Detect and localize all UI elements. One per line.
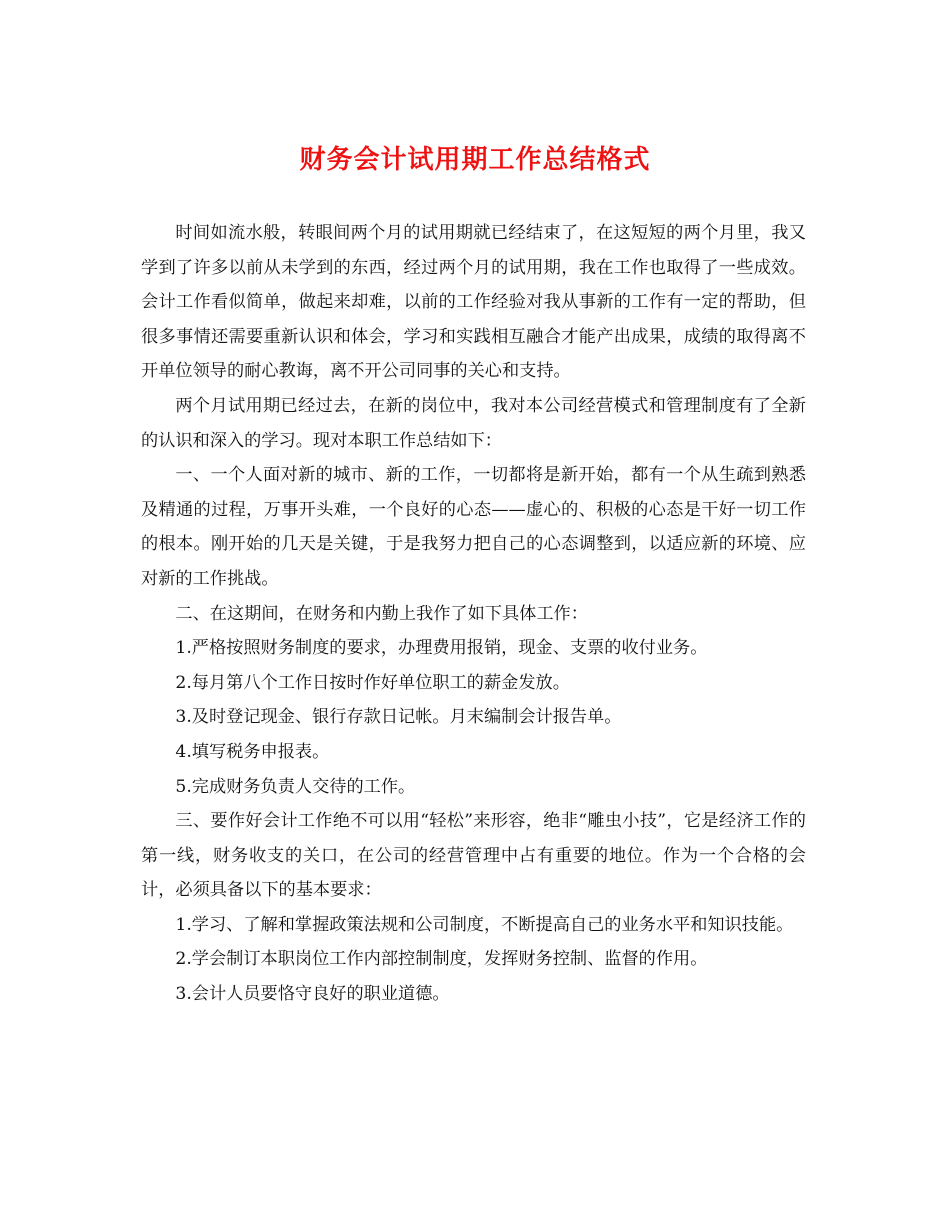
paragraph: 一、一个人面对新的城市、新的工作，一切都将是新开始，都有一个从生疏到熟悉及精通的过程，万事开头难，一个良好的心态——虚心的、积极的心态是干好一切工作的根本。刚开始的几天是关键，于是我努力把自己的心态调整到，以适应新的环境、应对新的工作挑战。 — [141, 465, 806, 589]
document-body — [141, 216, 806, 1012]
paragraph: 时间如流水般，转眼间两个月的试用期就已经结束了，在这短短的两个月里，我又学到了许多以前从未学到的东西，经过两个月的试用期，我在工作也取得了一些成效。会计工作看似简单，做起来却难，以前的工作经验对我从事新的工作有一定的帮助，但很多事情还需要重新认识和体会，学习和实践相互融合才能产出成果，成绩的取得离不开单位领导的耐心教诲，离不开公司同事的关心和支持。 — [141, 223, 806, 382]
list-item: 1.严格按照财务制度的要求，办理费用报销，现金、支票的收付业务。 — [175, 638, 708, 659]
list-item: 1.学习、了解和掌握政策法规和公司制度，不断提高自己的业务水平和知识技能。 — [175, 914, 794, 935]
paragraph: 三、要作好会计工作绝不可以用“轻松”来形容，绝非“雕虫小技”，它是经济工作的第一线，财务收支的关口，在公司的经营管理中占有重要的地位。作为一个合格的会计，必须具备以下的基本要求： — [141, 811, 806, 901]
paragraph: 两个月试用期已经过去，在新的岗位中，我对本公司经营模式和管理制度有了全新的认识和深入的学习。现对本职工作总结如下： — [141, 395, 806, 451]
list-item: 5.完成财务负责人交待的工作。 — [175, 776, 416, 797]
document-title: 财务会计试用期工作总结格式 — [299, 145, 651, 175]
list-item: 4.填写税务申报表。 — [175, 741, 330, 762]
list-item: 2.学会制订本职岗位工作内部控制制度，发挥财务控制、监督的作用。 — [175, 949, 708, 970]
list-item: 3.会计人员要恪守良好的职业道德。 — [175, 984, 450, 1005]
list-item: 3.及时登记现金、银行存款日记帐。月末编制会计报告单。 — [175, 707, 622, 728]
list-item: 2.每月第八个工作日按时作好单位职工的薪金发放。 — [175, 672, 570, 693]
paragraph: 二、在这期间，在财务和内勤上我作了如下具体工作： — [175, 603, 588, 624]
